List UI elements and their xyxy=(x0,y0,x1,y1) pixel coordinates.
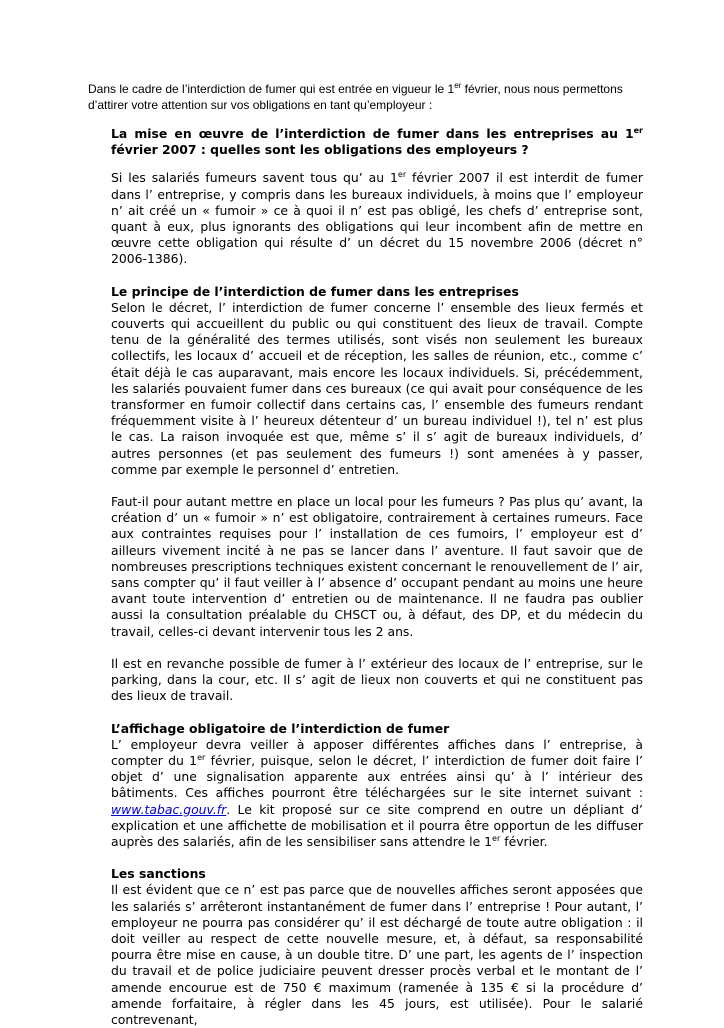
paragraph-3: Faut-il pour autant mettre en place un local pour les fumeurs ? Pas plus qu’ avant, la création d’ un « fumoir » n’ est obligatoire, contrairement à certaines rumeurs. Face aux contraintes requises pour l’ installation de ces fumoirs, l’ employeur est d’ ailleurs vivement incité à ne pas se lancer dans l’ aventure. Il faut savoir que de nombreuses prescriptions techniques existent concernant le renouvellement de l’ air, sans compter qu’ il faut veiller à l’ absence d’ occupant pendant au moins une heure avant toute intervention d’ entretien ou de maintenance. Il ne faudra pas oublier aussi la consultation préalable du CHSCT ou, à défaut, des DP, et du médecin du travail, celles-ci devant intervenir tous les 2 ans. xyxy=(111,494,643,639)
title-text-b: février 2007 : quelles sont les obligations des employeurs ? xyxy=(111,142,529,158)
heading-affichage: L’affichage obligatoire de l’interdiction de fumer xyxy=(111,720,450,736)
p5-text-c: . Le kit proposé sur ce site comprend en outre un dépliant d’ explication et une affichette de mobilisation et il pourra être opportun de les diffuser auprès des salariés, afin de les sensibiliser sans attendre le 1 xyxy=(111,801,643,849)
p5-text-b: février, puisque, selon le décret, l’ interdiction de fumer doit faire l’ objet d’ une signalisation apparente aux entrées ainsi qu’ à l’ intérieur des bâtiments. Ces affiches pourront être téléchargées sur le site internet suivant : xyxy=(111,752,643,801)
title-text-a: La mise en œuvre de l’interdiction de fumer dans les entreprises au 1 xyxy=(111,126,634,141)
p5-text-d: février. xyxy=(500,833,548,849)
article xyxy=(111,126,643,1028)
paragraph-6: Il est évident que ce n’ est pas parce que de nouvelles affiches seront apposées que les salariés s’ arrêteront instantanément de fumer dans l’ entreprise ! Pour autant, l’ employeur ne pourra pas considérer qu’ il est déchargé de toute autre obligation : il doit veiller au respect de cette nouvelle mesure, et, à défaut, sa responsabilité pourra être mise en cause, à un double titre. D’ une part, les agents de l’ inspection du travail et de police judiciaire peuvent dresser procès verbal et le montant de l’ amende encourue est de 750 € maximum (ramenée à 135 € si la procédure d’ amende forfaitaire, à régler dans les 45 jours, est utilisée). Pour le salarié contrevenant, xyxy=(111,882,643,1027)
p5-sup-c: er xyxy=(492,833,501,843)
paragraph-4: Il est en revanche possible de fumer à l’ extérieur des locaux de l’ entreprise, sur le parking, dans la cour, etc. Il s’ agit de lieux non couverts et qui ne constituent pas des lieux de travail. xyxy=(111,655,643,704)
p1-text-a: Si les salariés fumeurs savent tous qu’ au 1 xyxy=(111,170,398,186)
heading-principe: Le principe de l’interdiction de fumer dans les entreprises xyxy=(111,283,519,299)
tabac-link[interactable]: www.tabac.gouv.fr xyxy=(111,801,227,817)
paragraph-5 xyxy=(111,737,643,850)
p5-sup-a: er xyxy=(197,752,206,762)
paragraph-2: Selon le décret, l’ interdiction de fumer concerne l’ ensemble des lieux fermés et couverts qui accueillent du public ou qui constituent des lieux de travail. Compte tenu de la généralité des termes utilisés, sont visés non seulement les bureaux collectifs, les locaux d’ accueil et de réception, les salles de réunion, etc., comme c’ était déjà le cas auparavant, mais encore les locaux individuels. Si, précédemment, les salariés pouvaient fumer dans ces bureaux (ce qui avait pour conséquence de les transformer en fumoir collectif dans certains cas, l’ ensemble des fumeurs rendant fréquemment visite à l’ heureux détenteur d’ un bureau individuel !), tel n’ est plus le cas. La raison invoquée est que, même s’ il s’ agit de bureaux individuels, d’ autres personnes (et pas seulement des fumeurs !) sont amenées à y passer, comme par exemple le personnel d’ entretien. xyxy=(111,299,643,477)
title-sup: er xyxy=(633,126,643,135)
p1-sup: er xyxy=(397,170,407,180)
p5-text-a: L’ employeur devra veiller à apposer différentes affiches dans l’ entreprise, à compter du 1 xyxy=(111,736,643,768)
intro-text-a: Dans le cadre de l’interdiction de fumer qui est entrée en vigueur le 1 xyxy=(88,82,455,96)
intro-text-b: février, nous nous permettons d’attirer votre attention sur vos obligations en tant qu’employeur : xyxy=(88,82,623,112)
paragraph-1 xyxy=(111,170,643,267)
intro-sup: er xyxy=(454,81,462,90)
p1-text-b: février 2007 il est interdit de fumer dans l’ entreprise, y compris dans les bureaux individuels, à moins que l’ employeur n’ ait créé un « fumoir » ce à quoi il n’ est pas obligé, les chefs d’ entreprise sont, quant à eux, plus ignorants des obligations qui leur incombent afin de mettre en œuvre cette obligation qui résulte d’ un décret du 15 novembre 2006 (décret n° 2006-1386). xyxy=(111,170,643,267)
article-title xyxy=(111,126,643,158)
intro-paragraph xyxy=(88,82,644,113)
heading-sanctions: Les sanctions xyxy=(111,866,206,882)
